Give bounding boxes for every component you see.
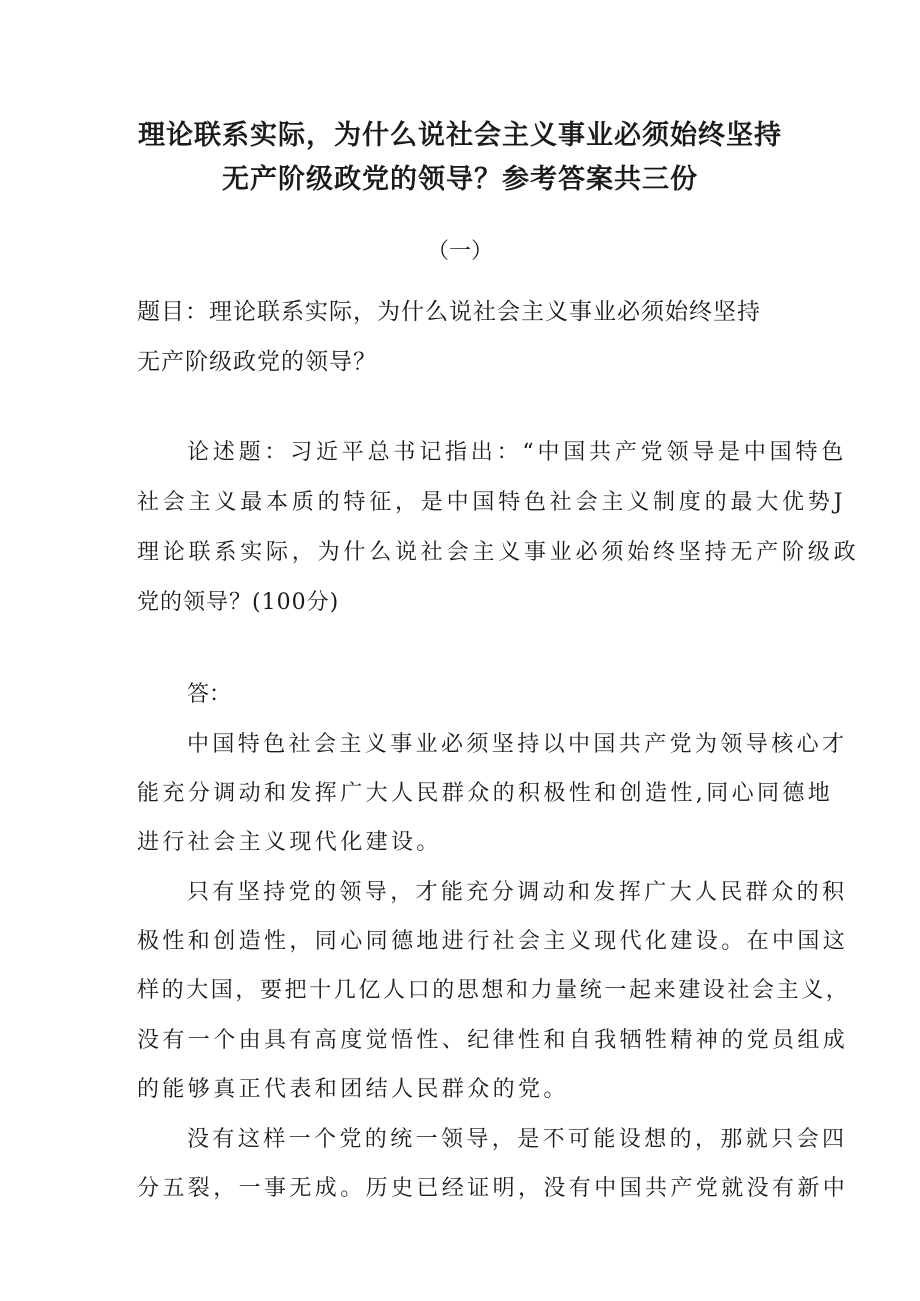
essay-question-line-1: 论述题：习近平总书记指出：“中国共产党领导是中国特色: [187, 440, 848, 465]
paragraph-2-line-4: 没有一个由具有高度觉悟性、纪律性和自我牺牲精神的党员组成: [137, 1028, 849, 1053]
paragraph-1-line-2: 能充分调动和发挥广大人民群众的积极性和创造性,同心同德地: [137, 781, 834, 806]
paragraph-3-line-2: 分五裂，一事无成。历史已经证明，没有中国共产党就没有新中: [137, 1176, 849, 1201]
paragraph-2-line-1: 只有坚持党的领导，才能充分调动和发挥广大人民群众的积: [187, 880, 848, 905]
paragraph-2-line-5: 的能够真正代表和团结人民群众的党。: [137, 1077, 569, 1102]
paragraph-1-line-3: 进行社会主义现代化建设。: [137, 830, 442, 855]
essay-question-line-2: 社会主义最本质的特征，是中国特色社会主义制度的最大优势J: [137, 490, 847, 515]
paragraph-1-line-1: 中国特色社会主义事业必须坚持以中国共产党为领导核心才: [187, 732, 848, 757]
essay-question-line-4: 党的领导？(100分): [137, 590, 340, 615]
paragraph-3-line-1: 没有这样一个党的统一领导，是不可能设想的，那就只会四: [187, 1127, 848, 1152]
section-marker: （一）: [426, 239, 493, 264]
answer-label: 答：: [187, 682, 232, 707]
document-title-line-1: 理论联系实际，为什么说社会主义事业必须始终坚持: [138, 120, 782, 151]
essay-question-line-3: 理论联系实际，为什么说社会主义事业必须始终坚持无产阶级政: [137, 540, 860, 565]
topic-line-2: 无产阶级政党的领导？: [137, 349, 377, 375]
paragraph-2-line-3: 样的大国，要把十几亿人口的思想和力量统一起来建设社会主义，: [137, 978, 851, 1003]
paragraph-2-line-2: 极性和创造性，同心同德地进行社会主义现代化建设。在中国这: [137, 929, 849, 954]
topic-line-1: 题目：理论联系实际，为什么说社会主义事业必须始终坚持: [137, 299, 761, 325]
document-title-line-2: 无产阶级政党的领导？参考答案共三份: [222, 164, 698, 195]
